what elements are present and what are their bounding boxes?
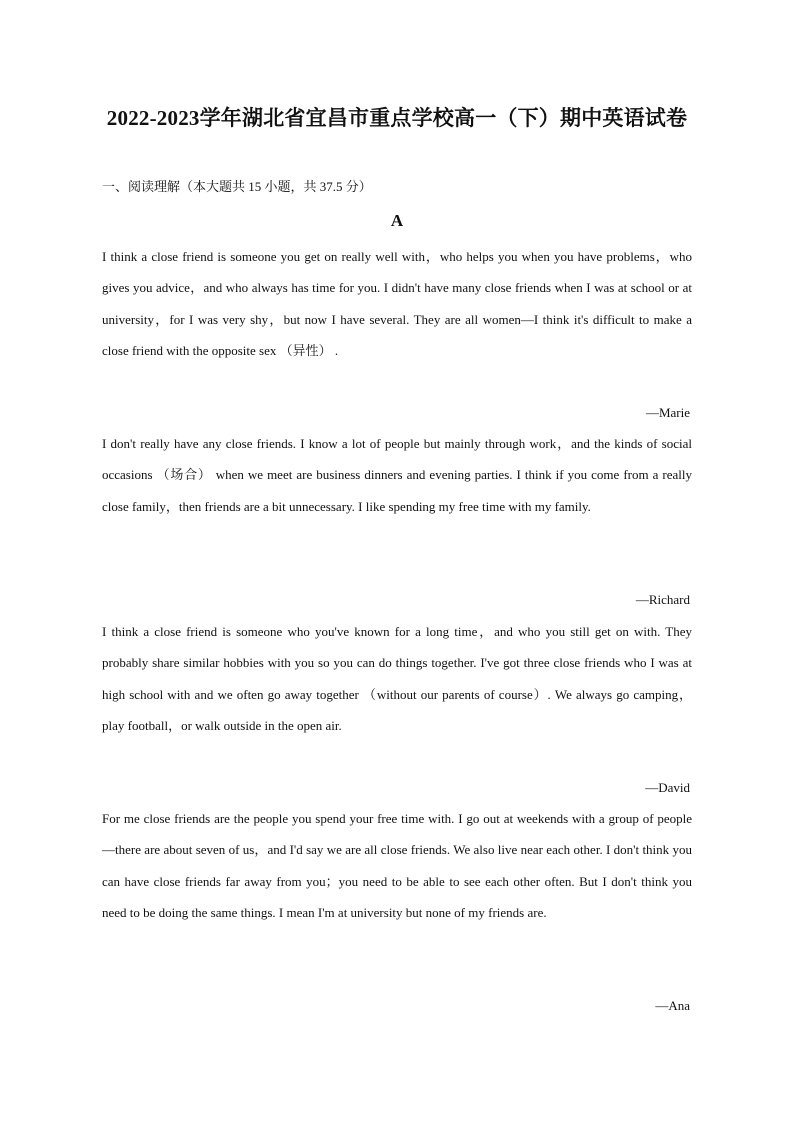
signature-marie: —Marie [645,405,690,420]
signature-david: —David [645,780,690,795]
signature-richard: —Richard [635,592,690,607]
signature-ana: —Ana [655,998,690,1013]
passage-paragraph-david: I think a close friend is someone who you've known for a long time，and who you still get on with. They probably share similar hobbies with you so you can do things together. I've got three close friends who I was at high school with and we often go away together （without our parents of course）. We always go camping，play football，or walk outside in the open air. [102,624,692,733]
passage-paragraph-ana: For me close friends are the people you spend your free time with. I go out at weekends with a group of people—there are about seven of us，and I'd say we are all close friends. We also live near each other. I don't think you can have close friends far away from you；you need to be able to see each other often. But I don't think you need to be doing the same things. I mean I'm at university but none of my friends are. [102,811,692,920]
passage-label: A [390,211,404,230]
passage-paragraph-richard: I don't really have any close friends. I know a lot of people but mainly through work，and the kinds of social occasions （场合） when we meet are business dinners and evening parties. I think if you come from a really close family，then friends are a bit unnecessary. I like spending my free time with my family. [102,436,692,514]
passage-paragraph-marie: I think a close friend is someone you get on really well with，who helps you when you have problems，who gives you advice，and who always has time for you. I didn't have many close friends when I was at school or at university，for I was very shy，but now I have several. They are all women—I think it's difficult to make a close friend with the opposite sex （异性） . [102,249,692,358]
exam-title: 2022-2023学年湖北省宜昌市重点学校高一（下）期中英语试卷 [106,106,688,130]
section-heading: 一、阅读理解（本大题共 15 小题，共 37.5 分） [102,179,372,194]
